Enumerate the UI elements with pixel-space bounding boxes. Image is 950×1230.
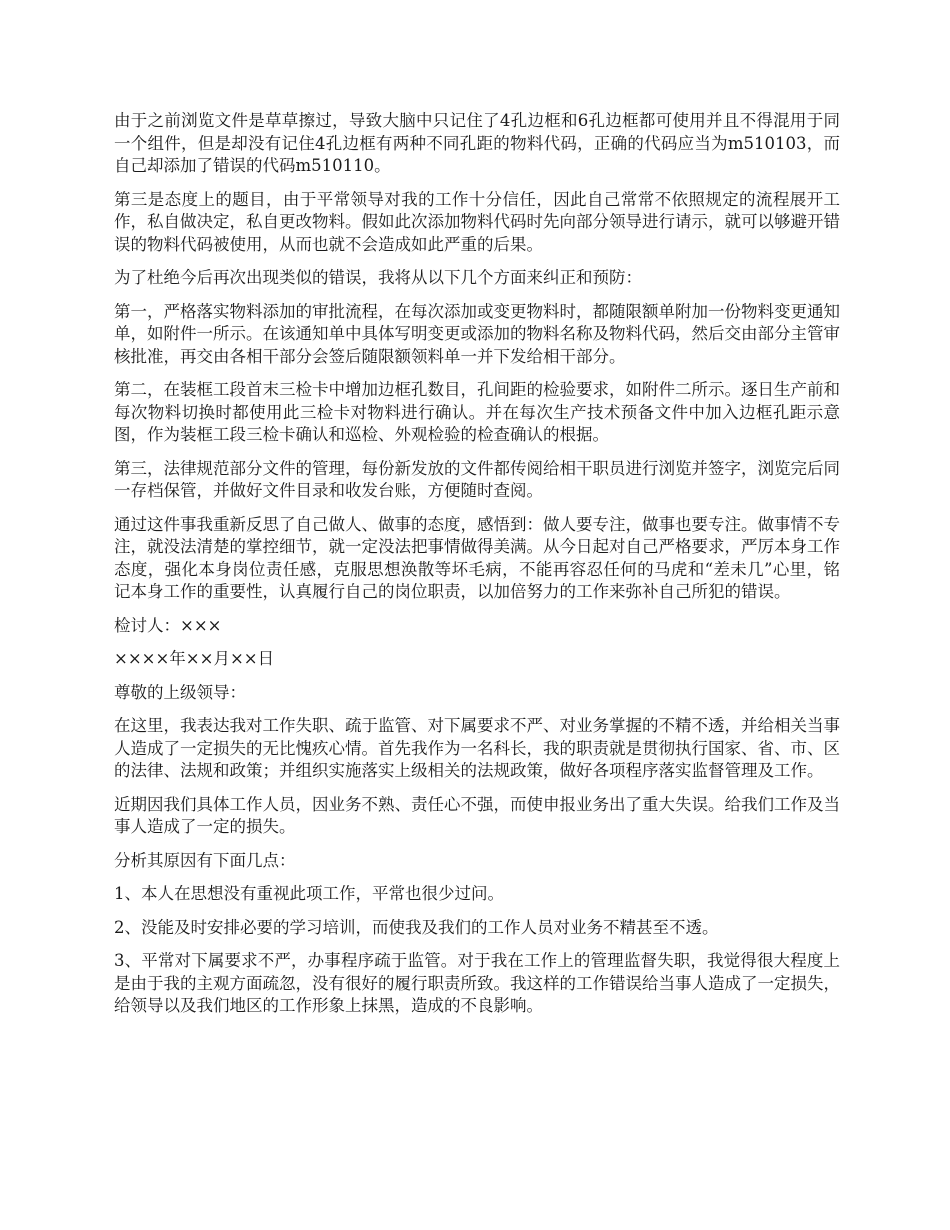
paragraph-apology: 在这里，我表达我对工作失职、疏于监管、对下属要求不严、对业务掌握的不精不透，并给相关当事人造成了一定损失的无比愧疚心情。首先我作为一名科长，我的职责就是贯彻执行国家、省、市、区的法律、法规和政策；并组织实施落实上级相关的法规政策，做好各项程序落实监督管理及工作。 [114, 716, 840, 780]
reason-item-3: 3、平常对下属要求不严，办事程序疏于监管。对于我在工作上的管理监督失职，我觉得很大程度上是由于我的主观方面疏忽，没有很好的履行职责所致。我这样的工作错误给当事人造成了一定损失，给领导以及我们地区的工作形象上抹黑，造成的不良影响。 [114, 951, 840, 1015]
salutation: 尊敬的上级领导： [114, 682, 246, 702]
paragraph-reflection: 通过这件事我重新反思了自己做人、做事的态度，感悟到：做人要专注，做事也要专注。做事情不专注，就没法清楚的掌控细节，就一定没法把事情做得美满。从今日起对自己严格要求，严厉本身工作态度，强化本身岗位责任感，克服思想涣散等坏毛病，不能再容忍任何的马虎和“差未几”心里，铭记本身工作的重要性，认真履行自己的岗位职责，以加倍努力的工作来弥补自己所犯的错误。 [114, 514, 840, 601]
paragraph-prevention-intro: 为了杜绝今后再次出现类似的错误，我将从以下几个方面来纠正和预防： [114, 268, 642, 287]
paragraph-measure-three: 第三，法律规范部分文件的管理，每份新发放的文件都传阅给相干职员进行浏览并签字，浏览完后同一存档保管，并做好文件目录和收发台账，方便随时查阅。 [114, 458, 840, 500]
paragraph-recent-mistake: 近期因我们具体工作人员，因业务不熟、责任心不强，而使申报业务出了重大失误。给我们工作及当事人造成了一定的损失。 [114, 794, 840, 836]
paragraph-memory-error: 由于之前浏览文件是草草擦过，导致大脑中只记住了4孔边框和6孔边框都可使用并且不得混用于同一个组件，但是却没有记住4孔边框有两种不同孔距的物料代码，正确的代码应当为m510103，而自己却添加了错误的代码m510110。 [114, 111, 840, 175]
paragraph-measure-one: 第一，严格落实物料添加的审批流程，在每次添加或变更物料时，都随限额单附加一份物料变更通知单，如附件一所示。在该通知单中具体写明变更或添加的物料名称及物料代码，然后交由部分主管审核批准，再交由各相干部分会签后随限额领料单一并下发给相干部分。 [114, 301, 840, 366]
reason-item-2: 2、没能及时安排必要的学习培训，而使我及我们的工作人员对业务不精甚至不透。 [114, 917, 719, 937]
paragraph-reasons-intro: 分析其原因有下面几点： [114, 850, 296, 870]
reason-item-1: 1、本人在思想没有重视此项工作，平常也很少过问。 [114, 884, 504, 903]
paragraph-measure-two: 第二，在装框工段首末三检卡中增加边框孔数目，孔间距的检验要求，如附件二所示。逐日生产前和每次物料切换时都使用此三检卡对物料进行确认。并在每次生产技术预备文件中加入边框孔距示意图，作为装框工段三检卡确认和巡检、外观检验的检查确认的根据。 [114, 380, 840, 444]
document-body [114, 110, 840, 1029]
paragraph-attitude-problem: 第三是态度上的题目，由于平常领导对我的工作十分信任，因此自己常常不依照规定的流程展开工作，私自做决定，私自更改物料。假如此次添加物料代码时先向部分领导进行请示，就可以够避开错误的物料代码被使用，从而也就不会造成如此严重的后果。 [114, 189, 840, 254]
signature-line: 检讨人：××× [114, 615, 222, 635]
date-line: ××××年××月××日 [114, 649, 275, 668]
